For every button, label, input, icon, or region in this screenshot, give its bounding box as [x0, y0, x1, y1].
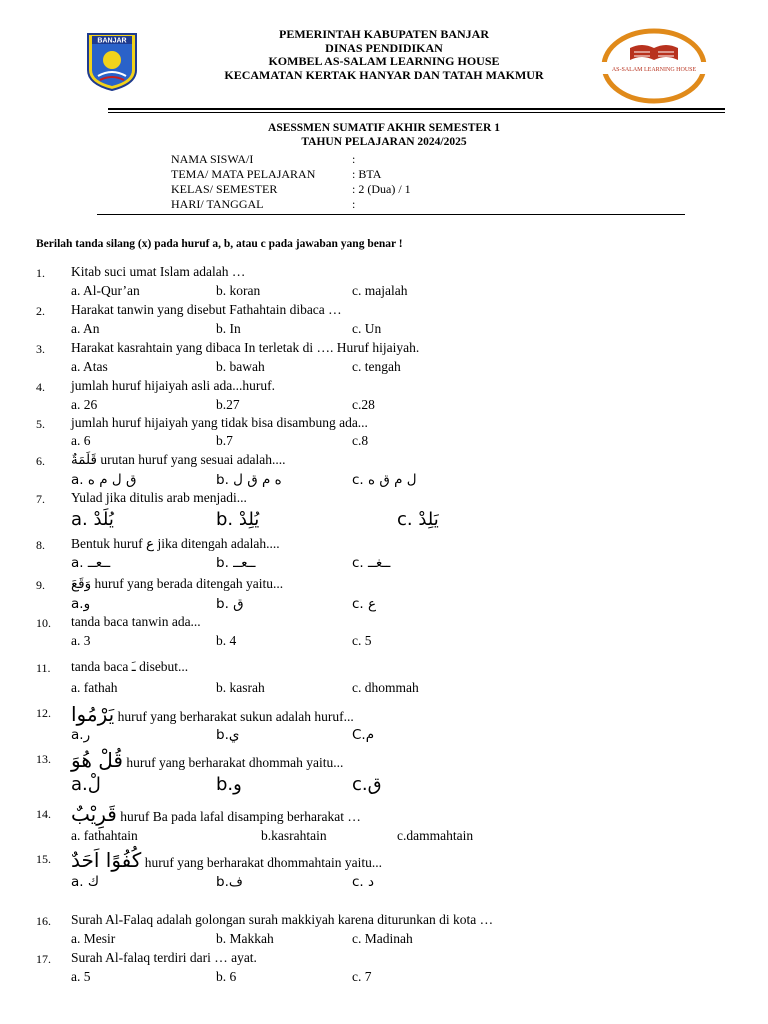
arabic-word: قُلْ هُوَ: [71, 748, 123, 772]
arabic-word: يَرْمُوا: [71, 702, 115, 726]
option-c[interactable]: c. يَلِدْ: [397, 509, 439, 530]
option-c[interactable]: c. majalah: [352, 283, 408, 298]
svg-text:AS-SALAM LEARNING HOUSE: AS-SALAM LEARNING HOUSE: [611, 67, 697, 73]
question-text: huruf yang berharakat dhommahtain yaitu...: [141, 855, 382, 870]
option-c[interactable]: C.م: [352, 727, 375, 743]
option-b[interactable]: b. 4: [216, 633, 237, 648]
question-text: tanda baca tanwin ada...: [71, 614, 201, 629]
question-text: urutan huruf yang sesuai adalah....: [96, 452, 286, 467]
option-a[interactable]: a. 5: [71, 969, 91, 984]
identity-divider: [97, 214, 685, 215]
identity-row: [171, 152, 411, 167]
arabic-word: كُفُوًا اَحَدٌ: [71, 848, 142, 872]
option-a[interactable]: a.لْ: [71, 774, 101, 795]
option-b[interactable]: b. koran: [216, 283, 261, 298]
option-c-label: c. ل م ق ه: [352, 472, 417, 488]
option-b[interactable]: b. ق: [216, 596, 244, 612]
option-b[interactable]: b. Makkah: [216, 931, 274, 946]
option-b-label: b. ه م ق ل: [216, 472, 282, 488]
question-text: Yulad jika ditulis arab menjadi...: [71, 490, 247, 505]
question-number: 4.: [36, 380, 45, 394]
question-number: 1.: [36, 266, 45, 280]
option-b[interactable]: b.ي: [216, 727, 240, 743]
identity-row: [171, 182, 411, 197]
letterhead-line4: KECAMATAN KERTAK HANYAR DAN TATAH MAKMUR: [224, 67, 544, 82]
question-text: huruf Ba pada lafal disamping berharakat …: [116, 809, 361, 824]
instructions: Berilah tanda silang (x) pada huruf a, b, atau c pada jawaban yang benar !: [36, 238, 403, 250]
letterhead-divider-thin: [108, 112, 725, 113]
option-b[interactable]: b. ــعــ: [216, 555, 256, 571]
option-b[interactable]: b.kasrahtain: [261, 828, 327, 843]
exam-year: TAHUN PELAJARAN 2024/2025: [301, 136, 467, 148]
question-number: 7.: [36, 492, 45, 506]
question-text: huruf yang berharakat dhommah yaitu...: [122, 755, 344, 770]
option-b[interactable]: b.27: [216, 397, 240, 412]
option-c[interactable]: c. dhommah: [352, 680, 419, 695]
option-b[interactable]: b. 6: [216, 969, 237, 984]
option-c[interactable]: c. 5: [352, 633, 372, 648]
option-c[interactable]: c.dammahtain: [397, 828, 474, 843]
identity-value: : 2 (Dua) / 1: [352, 182, 411, 196]
option-a[interactable]: a.و: [71, 596, 91, 612]
letterhead-line1: PEMERINTAH KABUPATEN BANJAR: [278, 27, 489, 41]
option-b[interactable]: b.ف: [216, 874, 243, 890]
option-a[interactable]: a. ــعــ: [71, 555, 111, 571]
identity-label: TEMA/ MATA PELAJARAN: [171, 167, 316, 181]
identity-row: [171, 167, 411, 182]
question-text: huruf yang berada ditengah yaitu...: [91, 576, 284, 591]
identity-value: :: [352, 197, 356, 211]
letterhead-line2: DINAS PENDIDIKAN: [325, 40, 443, 55]
identity-value: :: [352, 152, 356, 166]
question-number: 15.: [36, 852, 51, 866]
option-b[interactable]: b.7: [216, 433, 233, 448]
option-c[interactable]: c. 7: [352, 969, 372, 984]
option-a-label: a. ق ل م ه: [71, 472, 137, 488]
option-a[interactable]: a. Al-Qur’an: [71, 283, 140, 298]
option-c[interactable]: c. د: [352, 874, 375, 890]
option-c[interactable]: c.8: [352, 433, 369, 448]
question-number: 5.: [36, 417, 45, 431]
question-number: 2.: [36, 304, 45, 318]
option-a[interactable]: a.ر: [71, 727, 91, 743]
option-c[interactable]: c. tengah: [352, 359, 401, 374]
option-a[interactable]: a. An: [71, 321, 100, 336]
question-number: 17.: [36, 952, 51, 966]
question-number: 9.: [36, 578, 45, 592]
question-text: tanda baca ـَ disebut...: [71, 659, 189, 674]
question-number: 3.: [36, 342, 45, 356]
student-identity: [171, 152, 411, 212]
question-number: 10.: [36, 616, 51, 630]
identity-label: NAMA SISWA/I: [171, 152, 254, 166]
identity-label: HARI/ TANGGAL: [171, 197, 264, 211]
question-number: 12.: [36, 706, 51, 720]
exam-title: ASESSMEN SUMATIF AKHIR SEMESTER 1: [268, 122, 500, 134]
question-line: [71, 848, 382, 872]
option-a[interactable]: a. Atas: [71, 359, 108, 374]
option-a[interactable]: a. 3: [71, 633, 91, 648]
question-line: [71, 748, 343, 772]
question-text: Harakat tanwin yang disebut Fathahtain dibaca …: [71, 302, 342, 317]
question-line: [71, 576, 283, 592]
option-c[interactable]: c.ق: [352, 774, 382, 795]
option-b[interactable]: b.و: [216, 774, 242, 795]
arabic-word: قَلَمَةٌ: [71, 452, 97, 468]
question-text: Surah Al-Falaq adalah golongan surah makkiyah karena diturunkan di kota …: [71, 912, 494, 927]
option-a[interactable]: a. fathahtain: [71, 828, 138, 843]
question-number: 6.: [36, 454, 45, 468]
arabic-word: قَرِيْبٌ: [71, 802, 117, 826]
option-a[interactable]: a. fathah: [71, 680, 118, 695]
question-number: 16.: [36, 914, 51, 928]
question-number: 11.: [36, 661, 51, 675]
option-a[interactable]: [71, 472, 136, 488]
letterhead-divider-thick: [108, 108, 725, 110]
letterhead-line3: KOMBEL AS-SALAM LEARNING HOUSE: [268, 54, 500, 68]
option-a[interactable]: a. ك: [71, 874, 99, 890]
letterhead: [0, 28, 768, 82]
option-c[interactable]: c. Madinah: [352, 931, 413, 946]
option-b[interactable]: b. kasrah: [216, 680, 265, 695]
identity-label: KELAS/ SEMESTER: [171, 182, 278, 196]
question-text: jumlah huruf hijaiyah yang tidak bisa disambung ada...: [71, 415, 368, 430]
option-a[interactable]: a. Mesir: [71, 931, 116, 946]
question-number: 8.: [36, 538, 45, 552]
question-text: jumlah huruf hijaiyah asli ada...huruf.: [71, 378, 275, 393]
question-text: Bentuk huruf ع jika ditengah adalah....: [71, 536, 280, 551]
question-line: [71, 702, 354, 726]
option-c[interactable]: [352, 472, 417, 488]
option-a[interactable]: a. 26: [71, 397, 98, 412]
option-c[interactable]: c.28: [352, 397, 375, 412]
question-text: Surah Al-falaq terdiri dari … ayat.: [71, 950, 257, 965]
arabic-word: وَقَعَ: [71, 576, 92, 592]
option-a[interactable]: a. 6: [71, 433, 91, 448]
identity-value: : BTA: [352, 167, 382, 181]
option-b[interactable]: b. bawah: [216, 359, 265, 374]
question-line: [71, 802, 361, 826]
option-c[interactable]: c. Un: [352, 321, 382, 336]
question-number: 14.: [36, 807, 51, 821]
option-a[interactable]: a. يُلَدْ: [71, 509, 114, 530]
question-number: 13.: [36, 752, 51, 766]
question-text: Kitab suci umat Islam adalah …: [71, 264, 246, 279]
question-line: [71, 452, 286, 468]
option-c[interactable]: c. ع: [352, 596, 377, 612]
option-b[interactable]: b. In: [216, 321, 241, 336]
question-text: Harakat kasrahtain yang dibaca In terletak di …. Huruf hijaiyah.: [71, 340, 420, 355]
svg-text:BANJAR: BANJAR: [97, 37, 127, 45]
option-b[interactable]: [216, 472, 282, 488]
identity-row: [171, 197, 411, 212]
option-c[interactable]: c. ــغــ: [352, 555, 391, 571]
question-text: huruf yang berharakat sukun adalah huruf...: [114, 709, 354, 724]
option-b[interactable]: b. يُلِدْ: [216, 509, 260, 530]
